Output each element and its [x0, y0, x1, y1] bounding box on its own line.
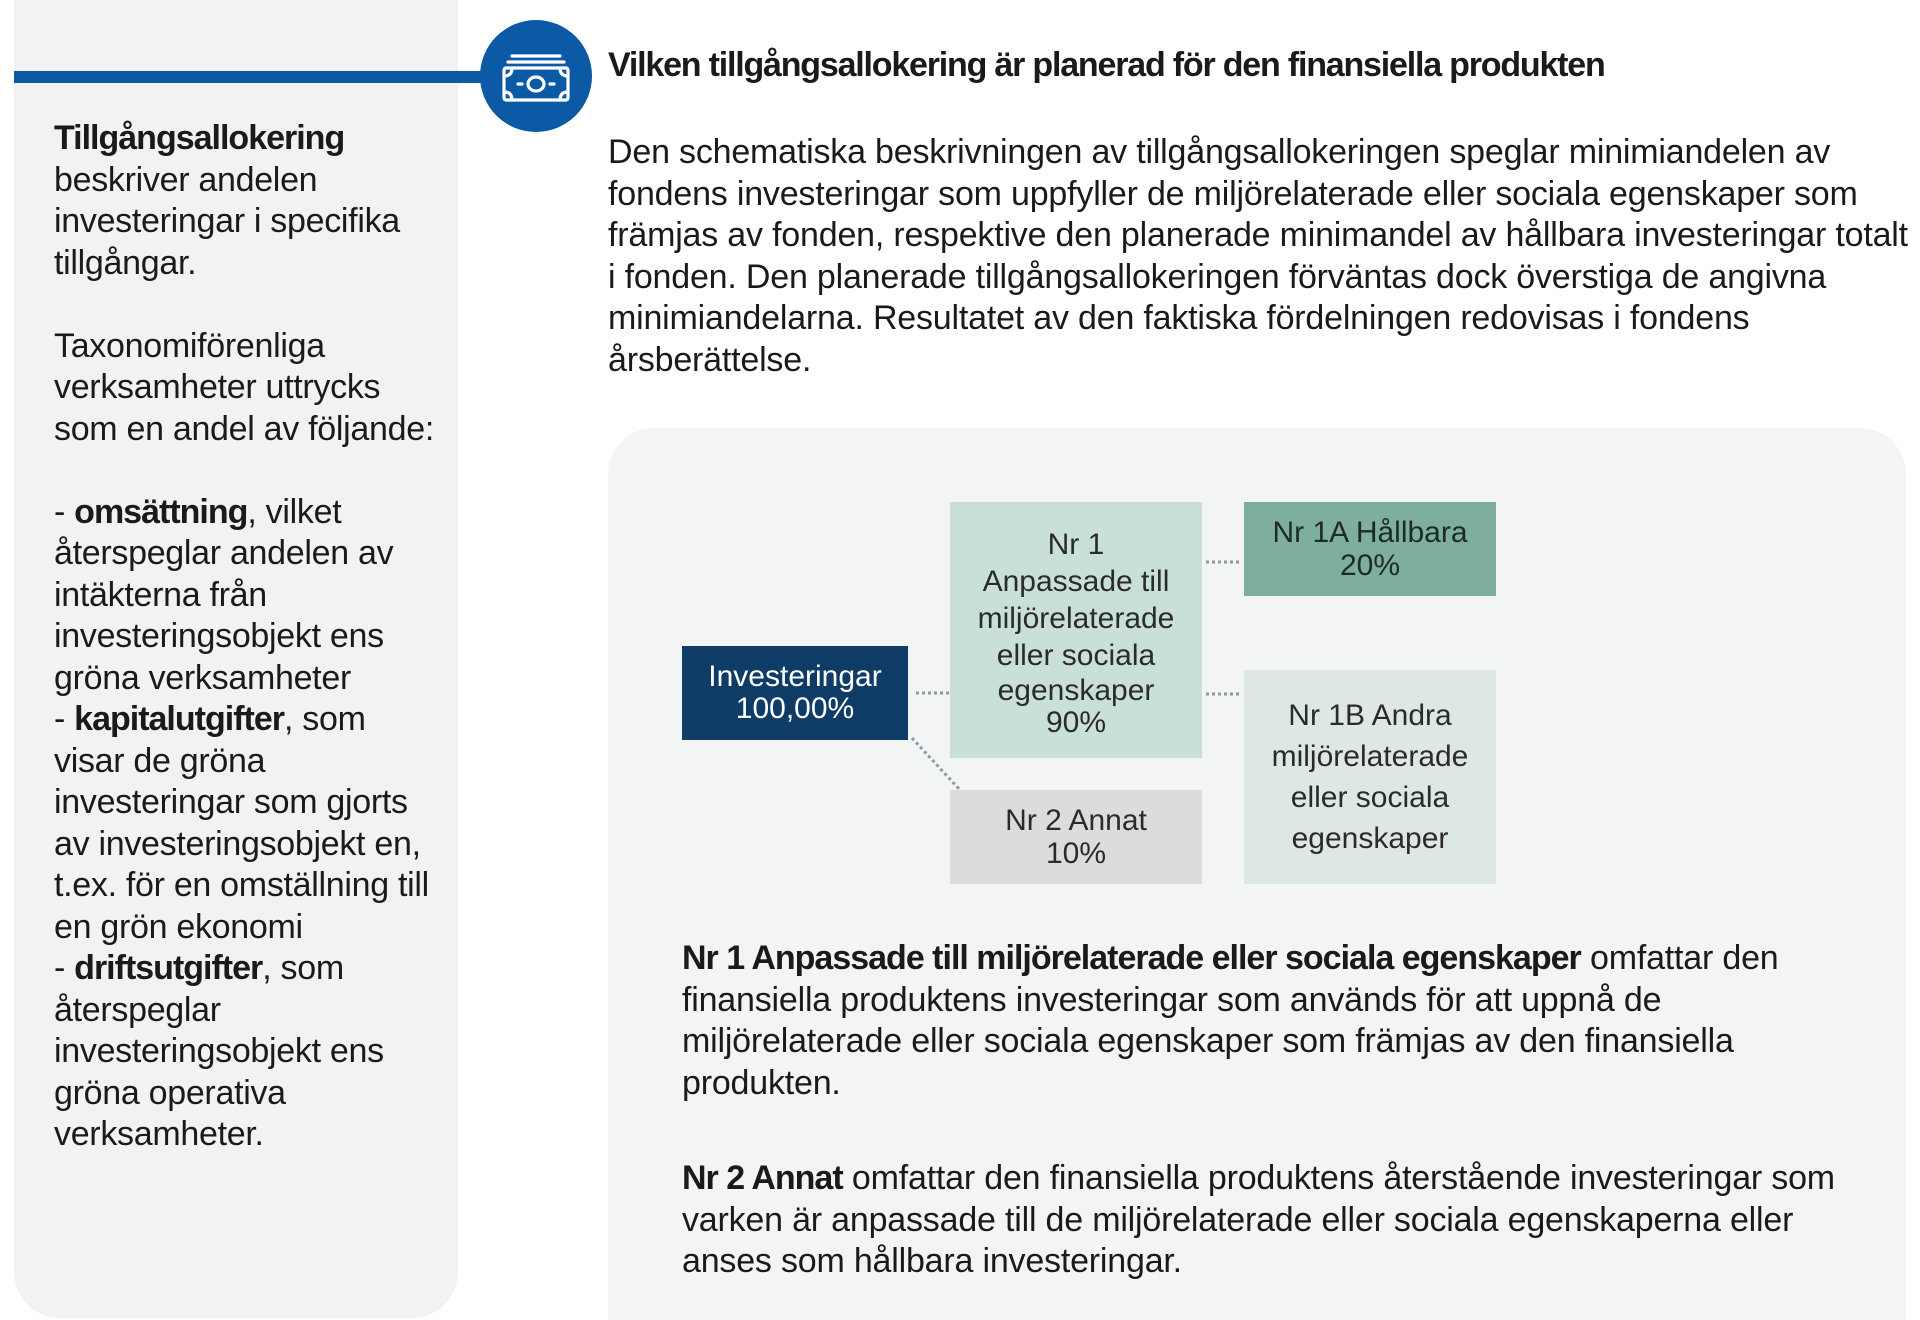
item-prefix: -	[54, 700, 75, 738]
nr1b-box	[1244, 670, 1496, 884]
nr1b-label-line-3: eller sociala	[1290, 781, 1450, 814]
allocation-definition	[54, 118, 444, 284]
nr1b-label-line-2: miljörelaterade	[1271, 740, 1469, 773]
sidebar-text	[54, 118, 444, 1156]
definition-nr2-text: omfattar den finansiella produktens återstående investeringar som varken är anpassade till de miljörelaterade eller sociala egenskaperna eller anses som hållbara investeringar.	[682, 1159, 1835, 1280]
allocation-definition-text: beskriver andelen investeringar i specifika tillgångar.	[54, 160, 400, 282]
nr1a-value: 20%	[1339, 549, 1401, 582]
turnover-term: omsättning	[74, 492, 248, 531]
banknote-icon	[480, 20, 592, 132]
nr1a-label: Nr 1A Hållbara	[1272, 516, 1468, 549]
nr1-box	[950, 502, 1202, 758]
investments-box	[682, 646, 908, 740]
header-divider	[14, 71, 492, 83]
nr2-label: Nr 2 Annat	[1005, 804, 1147, 837]
turnover-text: , vilket återspeglar andelen av intäkterna från investeringsobjekt ens gröna verksamheter	[54, 492, 394, 697]
nr1b-label-line-4: egenskaper	[1291, 822, 1449, 855]
sidebar-item-capex	[54, 699, 444, 948]
opex-text: , som återspeglar investeringsobjekt ens gröna operativa verksamheter.	[54, 949, 384, 1153]
nr1a-box	[1244, 502, 1496, 596]
sidebar-panel	[14, 0, 458, 1318]
nr1-value: 90%	[1045, 706, 1107, 739]
sidebar-item-opex	[54, 948, 444, 1156]
nr1-label-line-3: miljörelaterade	[977, 602, 1175, 635]
nr1b-label-line-1: Nr 1B Andra	[1288, 699, 1452, 732]
page-title: Vilken tillgångsallokering är planerad för den finansiella produkten	[608, 46, 1605, 84]
sidebar-item-turnover	[54, 492, 444, 700]
allocation-term: Tillgångsallokering	[54, 119, 345, 157]
definition-nr1-term: Nr 1 Anpassade till miljörelaterade eller sociala egenskaper	[682, 939, 1581, 977]
capex-term: kapitalutgifter	[74, 700, 284, 738]
nr1-label-line-1: Nr 1	[1047, 528, 1105, 561]
nr1-label-line-4: eller sociala	[996, 639, 1156, 672]
item-prefix: -	[54, 949, 75, 987]
nr2-box	[950, 790, 1202, 884]
definition-nr1-text: omfattar den finansiella produktens investeringar som används för att uppnå de miljörelaterade eller sociala egenskaper som främjas av den finansiella produkten.	[682, 939, 1779, 1102]
item-prefix: -	[54, 492, 75, 531]
opex-term: driftsutgifter	[74, 949, 263, 987]
intro-paragraph: Den schematiska beskrivningen av tillgångsallokeringen speglar minimiandelen av fondens investeringar som uppfyller de miljörelaterade eller sociala egenskaper som främjas av fonden, respektive den planerade minimandel av hållbara investeringar totalt i fonden. Den planerade tillgångsallokeringen förväntas dock överstiga de angivna minimiandelarna. Resultatet av den faktiska fördelningen redovisas i fondens årsberättelse.	[608, 133, 1908, 379]
taxonomy-text: Taxonomiförenliga verksamheter uttrycks som en andel av följande:	[54, 326, 434, 448]
investments-label: Investeringar	[708, 660, 882, 693]
nr2-value: 10%	[1045, 837, 1107, 870]
nr1-label-line-2: Anpassade till	[982, 565, 1170, 598]
definition-nr2-term: Nr 2 Annat	[682, 1159, 843, 1197]
nr1-label-line-5: egenskaper	[997, 674, 1155, 707]
investments-value: 100,00%	[735, 692, 855, 725]
definition-nr2	[682, 1158, 1882, 1283]
definition-nr1	[682, 938, 1882, 1104]
capex-text: , som visar de gröna investeringar som gjorts av investeringsobjekt en, t.ex. för en omställning till en grön ekonomi	[54, 700, 429, 946]
